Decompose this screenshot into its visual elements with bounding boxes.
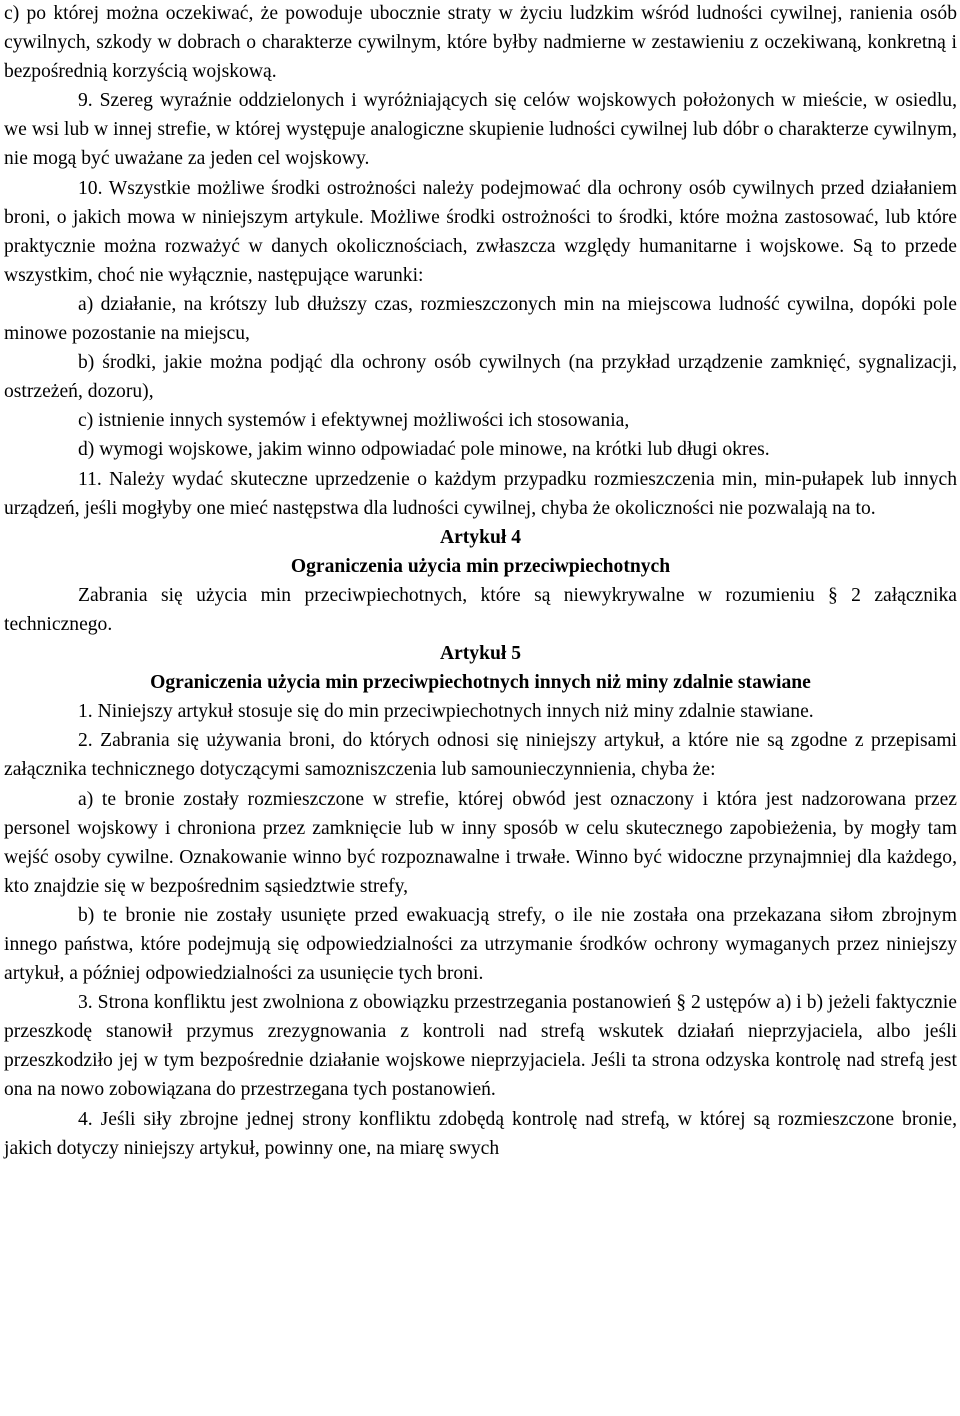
paragraph-art-5-ust-2-a: a) te bronie zostały rozmieszczone w strefie, której obwód jest oznaczony i która jest nadzorowana przez personel wojskowy i chroniona przez zamknięcie lub w inny sposób w celu skutecznego zapobieżenia, by mogły tam wejść osoby cywilne. Oznakowanie winno być rozpoznawalne i trwałe. Winno być widoczne przynajmniej dla każdego, kto znajdzie się w bezpośrednim sąsiedztwie strefy, [4, 788, 957, 897]
paragraph-ust-11: 11. Należy wydać skuteczne uprzedzenie o każdym przypadku rozmieszczenia min, min-pułapek lub innych urządzeń, jeśli mogłyby one mieć następstwa dla ludności cywilnej, chyba że okoliczności nie pozwalają na to. [4, 468, 957, 519]
paragraph-lit-c-continued: c) po której można oczekiwać, że powoduje ubocznie straty w życiu ludzkim wśród ludności cywilnej, ranienia osób cywilnych, szkody w dobrach o charakterze cywilnym, które byłby nadmierne w zestawieniu z oczekiwaną, konkretną i bezpośrednią korzyścią wojskową. [4, 3, 957, 83]
paragraph-ust-10: 10. Wszystkie możliwe środki ostrożności należy podejmować dla ochrony osób cywilnych przed działaniem broni, o jakich mowa w niniejszym artykule. Możliwe środki ostrożności to środki, które można zastosować, lub które praktycznie można rozważyć w danych okolicznościach, zwłaszcza względy humanitarne i wojskowe. Są to przede wszystkim, choć nie wyłącznie, następujące warunki: [4, 177, 957, 286]
paragraph-ust-10-d: d) wymogi wojskowe, jakim winno odpowiadać pole minowe, na krótki lub długi okres. [78, 439, 770, 461]
article-4-heading: Artykuł 4 [439, 526, 522, 548]
paragraph-art-4-body: Zabrania się użycia min przeciwpiechotnych, które są niewykrywalne w rozumieniu § 2 załącznika technicznego. [4, 584, 957, 635]
paragraph-art-5-ust-2-b: b) te bronie nie zostały usunięte przed ewakuacją strefy, o ile nie została ona przekazana siłom zbrojnym innego państwa, które podejmują się odpowiedzialności za utrzymanie środków ochrony wymaganych przez niniejszy artykuł, a później odpowiedzialności za usunięcie tych broni. [4, 904, 957, 985]
article-4-title: Ograniczenia użycia min przeciwpiechotnych [290, 555, 671, 577]
article-5-heading: Artykuł 5 [439, 643, 522, 665]
paragraph-ust-10-b: b) środki, jakie można podjąć dla ochrony osób cywilnych (na przykład urządzenie zamknięć, sygnalizacji, ostrzeżeń, dozoru), [4, 352, 957, 403]
document-page [4, 0, 957, 1163]
paragraph-ust-9: 9. Szereg wyraźnie oddzielonych i wyróżniających się celów wojskowych położonych w mieście, w osiedlu, we wsi lub w innej strefie, w której występuje analogiczne skupienie ludności cywilnej lub dóbr o charakterze cywilnym, nie mogą być uważane za jeden cel wojskowy. [4, 90, 957, 170]
paragraph-art-5-ust-1: 1. Niniejszy artykuł stosuje się do min przeciwpiechotnych innych niż miny zdalnie stawiane. [78, 701, 814, 723]
paragraph-art-5-ust-2: 2. Zabrania się używania broni, do których odnosi się niniejszy artykuł, a które nie są zgodne z przepisami załącznika technicznego dotyczącymi samozniszczenia lub samounieczynnienia, chyba że: [4, 730, 957, 781]
article-5-title: Ograniczenia użycia min przeciwpiechotnych innych niż miny zdalnie stawiane [150, 672, 811, 694]
paragraph-ust-10-a: a) działanie, na krótszy lub dłuższy czas, rozmieszczonych min na miejscowa ludność cywilna, dopóki pole minowe pozostanie na miejscu, [4, 293, 957, 345]
paragraph-ust-10-c: c) istnienie innych systemów i efektywnej możliwości ich stosowania, [78, 410, 630, 432]
paragraph-art-5-ust-4: 4. Jeśli siły zbrojne jednej strony konfliktu zdobędą kontrolę nad strefą, w której są rozmieszczone bronie, jakich dotyczy niniejszy artykuł, powinny one, na miarę swych [4, 1108, 957, 1159]
paragraph-art-5-ust-3: 3. Strona konfliktu jest zwolniona z obowiązku przestrzegania postanowień § 2 ustępów a) i b) jeżeli faktycznie przeszkodę stanowił przymus zrezygnowania z kontroli nad strefą wskutek działań nieprzyjaciela, albo jeśli przeszkodziło jej w tym bezpośrednie działanie wojskowe nieprzyjaciela. Jeśli ta strona odzyska kontrolę nad strefą jest ona na nowo zobowiązana do przestrzegana tych postanowień. [4, 992, 957, 1101]
